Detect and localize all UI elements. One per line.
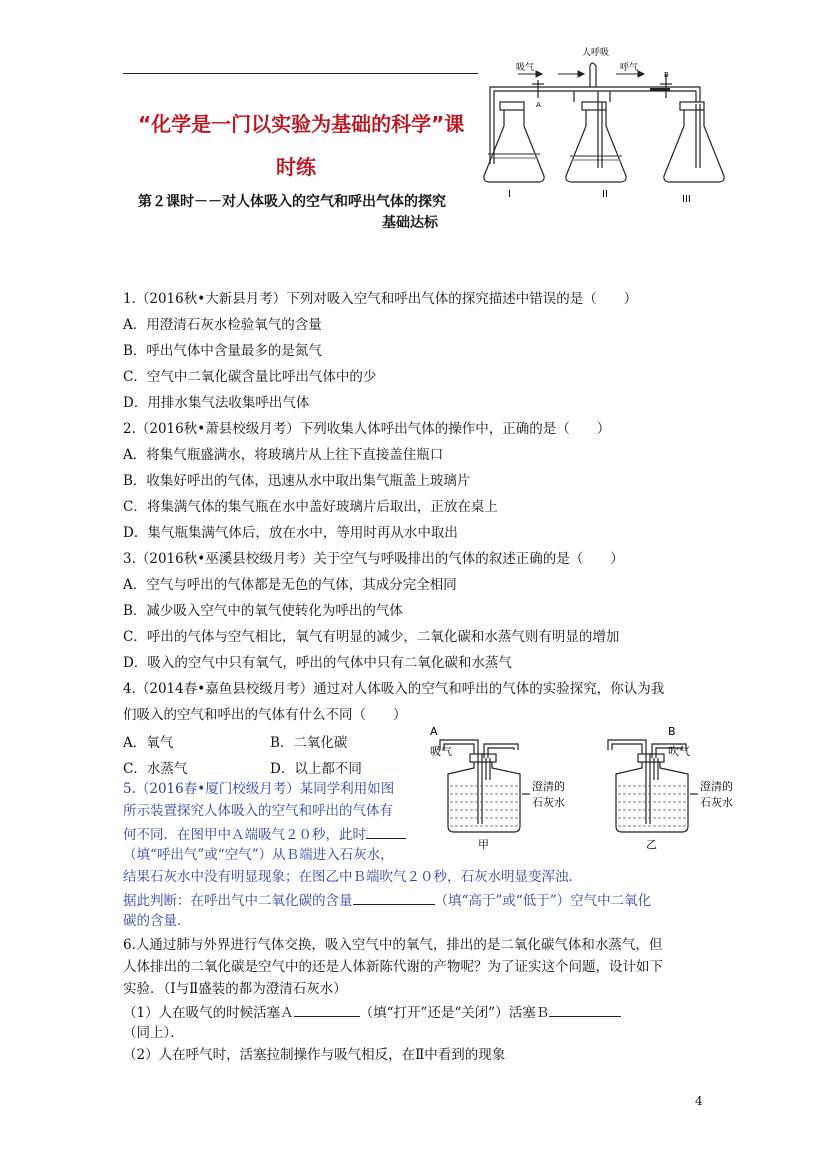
q4-stem-line1: 4.（2014春•嘉鱼县校级月考）通过对人体吸入的空气和呼出的气体的实验探究，你认为我 bbox=[123, 681, 665, 697]
bottle-a-liquid-line1: 澄清的 bbox=[532, 780, 565, 793]
q6-line1-text: 6.人通过肺与外界进行气体交换，吸入空气中的氧气，排出的是二氧化碳气体和水蒸气，但 bbox=[123, 937, 663, 953]
lesson-subtitle: 第２课时－－对人体吸入的空气和呼出气体的探究 bbox=[138, 194, 446, 210]
q2-option-a: A．将集气瓶盛满水，将玻璃片从上往下直接盖住瓶口 bbox=[123, 447, 444, 463]
section-heading: 基础达标 bbox=[382, 215, 438, 231]
q6-blank-2[interactable] bbox=[549, 1002, 621, 1017]
page-number: 4 bbox=[695, 1094, 703, 1108]
q6-part1-text: （1）人在吸气的时候活塞Ａ bbox=[123, 1005, 294, 1021]
q1-option-b: B．呼出气体中含量最多的是氮气 bbox=[123, 343, 322, 359]
lime-water-bottles-diagram bbox=[428, 724, 733, 854]
q6-part2: （2）人在呼气时，活塞拉制操作与吸气相反，在Ⅱ中看到的现象 bbox=[123, 1047, 506, 1063]
q1-stem: 1.（2016秋•大新县月考）下列对吸入空气和呼出气体的探究描述中错误的是（ ） bbox=[123, 291, 638, 307]
q6-line3: 实验．（Ⅰ与Ⅱ盛装的都为澄清石灰水） bbox=[123, 981, 347, 997]
q2-stem: 2.（2016秋•萧县校级月考）下列收集人体呼出气体的操作中，正确的是（ ） bbox=[123, 421, 611, 437]
bottle-a-letter: A bbox=[430, 725, 438, 738]
q5-line4: （填“呼出气”或“空气”）从Ｂ端进入石灰水， bbox=[123, 847, 394, 863]
q5-line1-text: 某同学利用如图 bbox=[299, 781, 395, 797]
q5-blank-1[interactable] bbox=[366, 824, 406, 839]
label-stopcock-b: B bbox=[664, 71, 669, 79]
q5-line6 bbox=[123, 890, 651, 910]
q5-line3 bbox=[123, 824, 406, 844]
q6-part1-mid: （填“打开”还是“关闭”）活塞Ｂ bbox=[359, 1005, 550, 1021]
q5-line6-tail: （填“高于”或“低于”）空气中二氧化 bbox=[434, 893, 652, 909]
flask-2 bbox=[566, 102, 626, 182]
q5-line6-text: 据此判断：在呼出气中二氧化碳的含量 bbox=[123, 893, 353, 909]
q5-source: 5.（2016春•厦门校级月考） bbox=[123, 781, 300, 797]
q5-line1 bbox=[123, 780, 394, 798]
q4-stem-line2: 们吸入的空气和呼出的气体有什么不同（ ） bbox=[123, 707, 407, 723]
label-inhale: 吸气 bbox=[516, 63, 535, 73]
flask-3 bbox=[664, 102, 724, 182]
q5-line5: 结果石灰水中没有明显现象；在图乙中Ｂ端吹气２０秒，石灰水明显变浑浊． bbox=[123, 869, 582, 885]
bottle-b-name: 乙 bbox=[646, 838, 657, 851]
label-exhale: 呼气 bbox=[620, 63, 639, 73]
breathing-apparatus-diagram bbox=[478, 44, 728, 214]
q5-line3-text: 何不同．在图甲中Ａ端吸气２０秒，此时 bbox=[123, 827, 366, 843]
q1-option-a: A．用澄清石灰水检验氧气的含量 bbox=[123, 317, 322, 333]
q6-blank-1[interactable] bbox=[294, 1002, 360, 1017]
bottle-b-letter: B bbox=[668, 725, 676, 738]
page-title-line2: 时练 bbox=[276, 155, 316, 179]
label-person-breath: 人呼吸 bbox=[582, 48, 610, 58]
q2-option-b: B．收集好呼出的气体，迅速从水中取出集气瓶盖上玻璃片 bbox=[123, 473, 471, 489]
bottle-a-liquid-line2: 石灰水 bbox=[532, 796, 565, 809]
q6-part1 bbox=[123, 1002, 621, 1022]
flask-1-label: I bbox=[508, 189, 511, 200]
q1-option-c: C．空气中二氧化碳含量比呼出气体中的少 bbox=[123, 369, 377, 385]
q3-option-c: C．呼出的气体与空气相比，氧气有明显的减少，二氧化碳和水蒸气则有明显的增加 bbox=[123, 629, 620, 645]
q3-stem: 3.（2016秋•巫溪县校级月考）关于空气与呼吸排出的气体的叙述正确的是（ ） bbox=[123, 551, 624, 567]
q5-blank-2[interactable] bbox=[353, 890, 435, 905]
q4-option-a: A．氧气 bbox=[123, 735, 174, 751]
bottle-b-action: 吹气 bbox=[668, 745, 690, 758]
q3-option-a: A．空气与呼出的气体都是无色的气体，其成分完全相同 bbox=[123, 577, 457, 593]
page-title-line1: “化学是一门以实验为基础的科学”课 bbox=[138, 112, 465, 136]
bottle-b-liquid-line2: 石灰水 bbox=[700, 796, 733, 809]
flask-1 bbox=[484, 102, 544, 182]
bottle-a-action: 吸气 bbox=[430, 745, 452, 758]
q2-option-d: D．集气瓶集满气体后，放在水中，等用时再从水中取出 bbox=[123, 525, 458, 541]
flask-3-label: III bbox=[682, 194, 691, 205]
header-rule bbox=[123, 73, 478, 74]
q5-line7: 碳的含量． bbox=[123, 913, 191, 929]
q6-part1-end: （同上）． bbox=[123, 1025, 184, 1041]
q3-option-d: D．吸入的空气中只有氧气，呼出的气体中只有二氧化碳和水蒸气 bbox=[123, 655, 512, 671]
q5-line2: 所示装置探究人体吸入的空气和呼出的气体有 bbox=[123, 803, 393, 819]
q1-option-d: D．用排水集气法收集呼出气体 bbox=[123, 395, 310, 411]
q4-option-b: B．二氧化碳 bbox=[270, 735, 348, 751]
label-stopcock-a: A bbox=[536, 101, 541, 109]
q3-option-b: B．减少吸入空气中的氧气使转化为呼出的气体 bbox=[123, 603, 403, 619]
q6-line1 bbox=[123, 936, 662, 954]
q6-line2: 人体排出的二氧化碳是空气中的还是人体新陈代谢的产物呢？为了证实这个问题，设计如下 bbox=[123, 959, 663, 975]
q2-option-c: C．将集满气体的集气瓶在水中盖好玻璃片后取出，正放在桌上 bbox=[123, 499, 498, 515]
bottle-a-name: 甲 bbox=[478, 838, 489, 851]
q4-option-c: C．水蒸气 bbox=[123, 761, 188, 777]
flask-2-label: II bbox=[602, 189, 608, 200]
bottle-b-liquid-line1: 澄清的 bbox=[700, 780, 733, 793]
q4-option-d: D．以上都不同 bbox=[270, 761, 362, 777]
